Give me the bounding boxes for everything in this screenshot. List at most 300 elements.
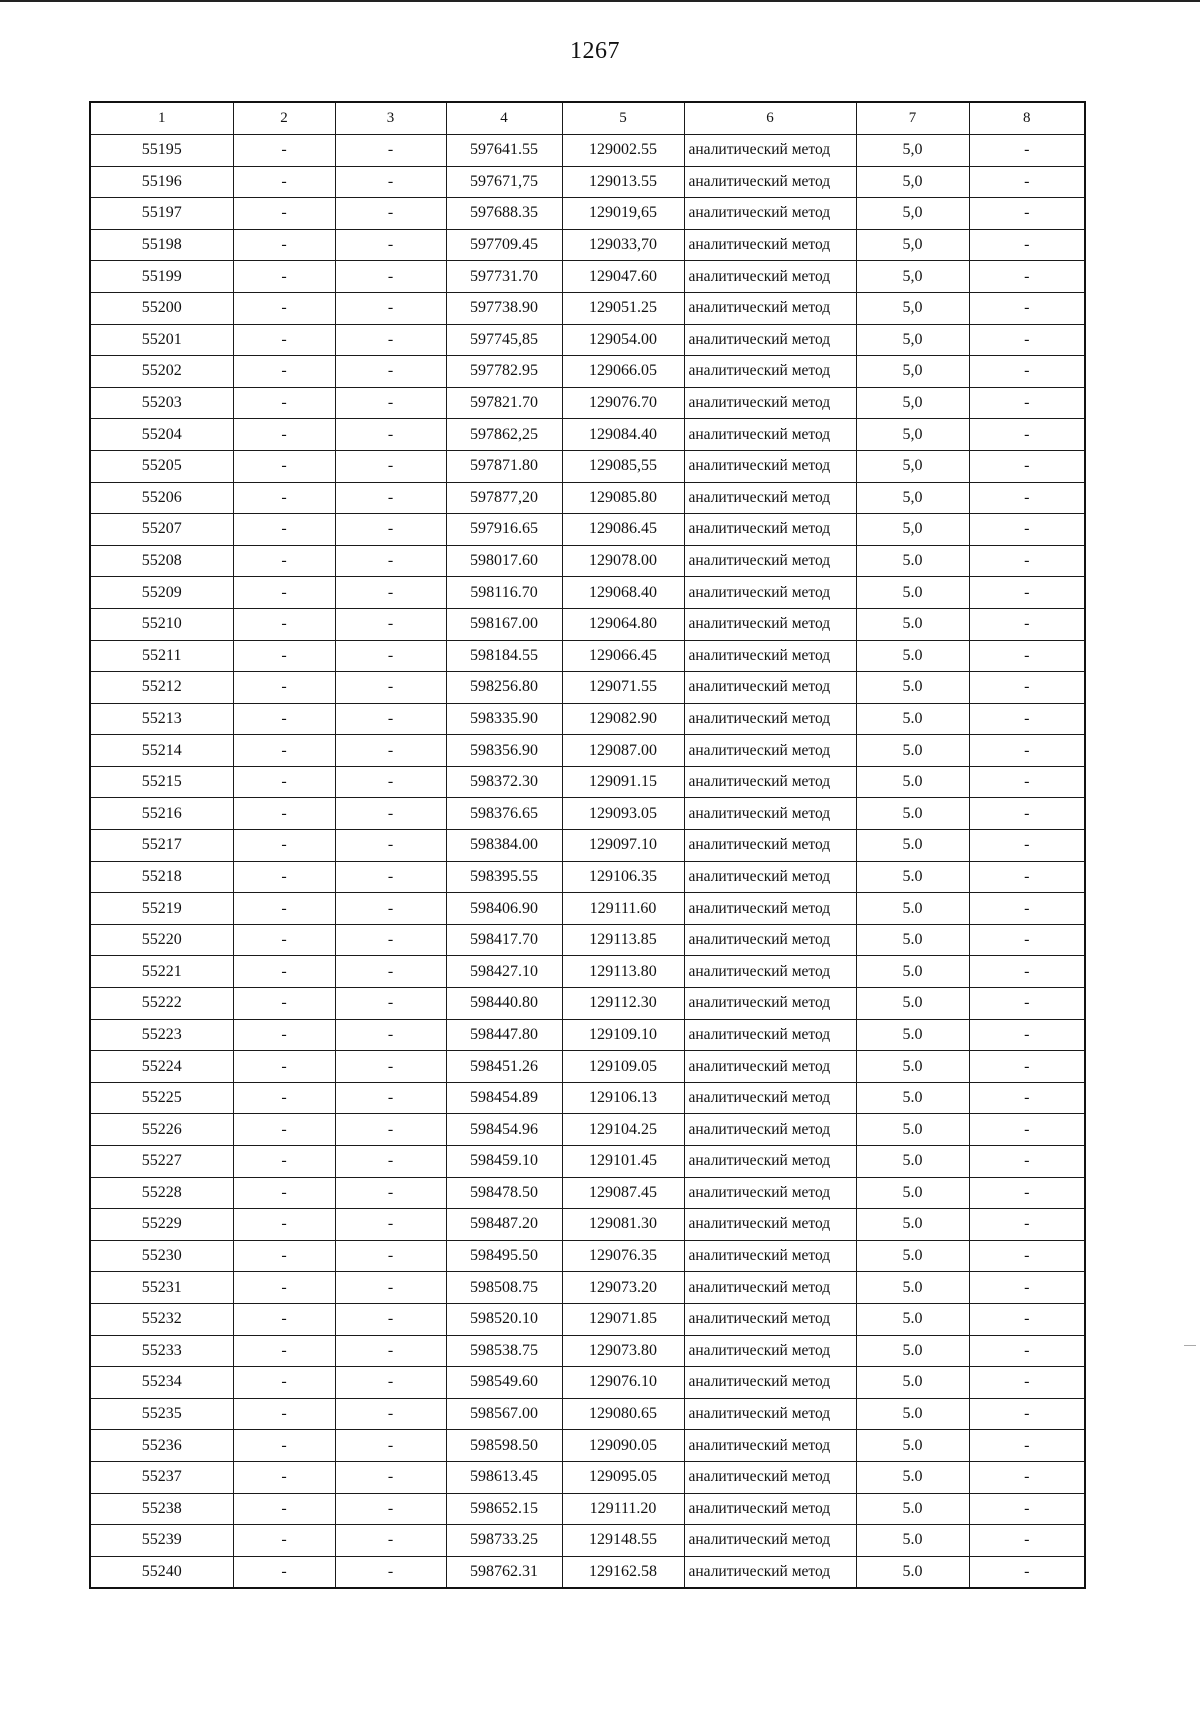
- col8-cell: -: [969, 766, 1085, 798]
- accuracy-cell: 5,0: [856, 324, 969, 356]
- x-coordinate-cell: 597738.90: [446, 292, 562, 324]
- col8-cell: -: [969, 292, 1085, 324]
- col3-cell: -: [335, 514, 446, 546]
- x-coordinate-cell: 597688.35: [446, 198, 562, 230]
- accuracy-cell: 5.0: [856, 735, 969, 767]
- col8-cell: -: [969, 608, 1085, 640]
- col3-cell: -: [335, 956, 446, 988]
- col3-cell: -: [335, 1240, 446, 1272]
- y-coordinate-cell: 129095.05: [562, 1461, 684, 1493]
- table-row: [90, 1461, 1085, 1493]
- col8-cell: -: [969, 135, 1085, 167]
- x-coordinate-cell: 597709.45: [446, 229, 562, 261]
- table-row: [90, 419, 1085, 451]
- col8-cell: -: [969, 1461, 1085, 1493]
- table-header-row: [90, 102, 1085, 135]
- col2-cell: -: [233, 924, 335, 956]
- x-coordinate-cell: 598406.90: [446, 893, 562, 925]
- method-cell: аналитический метод: [684, 1303, 856, 1335]
- col8-cell: -: [969, 640, 1085, 672]
- method-cell: аналитический метод: [684, 956, 856, 988]
- col3-cell: -: [335, 830, 446, 862]
- col8-cell: -: [969, 861, 1085, 893]
- col2-cell: -: [233, 261, 335, 293]
- col2-cell: -: [233, 1525, 335, 1557]
- page-number: 1267: [570, 38, 620, 64]
- col8-cell: -: [969, 1146, 1085, 1178]
- accuracy-cell: 5.0: [856, 1303, 969, 1335]
- col8-cell: -: [969, 1398, 1085, 1430]
- method-cell: аналитический метод: [684, 387, 856, 419]
- accuracy-cell: 5,0: [856, 135, 969, 167]
- table-row: [90, 608, 1085, 640]
- col8-cell: -: [969, 1240, 1085, 1272]
- col2-cell: -: [233, 1146, 335, 1178]
- point-number-cell: 55216: [90, 798, 233, 830]
- col3-cell: -: [335, 166, 446, 198]
- col2-cell: -: [233, 1209, 335, 1241]
- x-coordinate-cell: 597862,25: [446, 419, 562, 451]
- point-number-cell: 55206: [90, 482, 233, 514]
- table-row: [90, 798, 1085, 830]
- y-coordinate-cell: 129087.00: [562, 735, 684, 767]
- accuracy-cell: 5.0: [856, 988, 969, 1020]
- col3-cell: -: [335, 988, 446, 1020]
- y-coordinate-cell: 129087.45: [562, 1177, 684, 1209]
- accuracy-cell: 5.0: [856, 1177, 969, 1209]
- point-number-cell: 55227: [90, 1146, 233, 1178]
- accuracy-cell: 5.0: [856, 577, 969, 609]
- x-coordinate-cell: 598372.30: [446, 766, 562, 798]
- point-number-cell: 55221: [90, 956, 233, 988]
- point-number-cell: 55201: [90, 324, 233, 356]
- col3-cell: -: [335, 924, 446, 956]
- point-number-cell: 55202: [90, 356, 233, 388]
- accuracy-cell: 5.0: [856, 1525, 969, 1557]
- y-coordinate-cell: 129076.35: [562, 1240, 684, 1272]
- col3-cell: -: [335, 482, 446, 514]
- col8-cell: -: [969, 1303, 1085, 1335]
- accuracy-cell: 5.0: [856, 830, 969, 862]
- coordinates-table: [89, 101, 1086, 1589]
- y-coordinate-cell: 129078.00: [562, 545, 684, 577]
- method-cell: аналитический метод: [684, 1493, 856, 1525]
- y-coordinate-cell: 129068.40: [562, 577, 684, 609]
- y-coordinate-cell: 129106.13: [562, 1082, 684, 1114]
- accuracy-cell: 5.0: [856, 1209, 969, 1241]
- accuracy-cell: 5.0: [856, 1493, 969, 1525]
- x-coordinate-cell: 598335.90: [446, 703, 562, 735]
- x-coordinate-cell: 597745,85: [446, 324, 562, 356]
- col8-cell: -: [969, 577, 1085, 609]
- x-coordinate-cell: 598733.25: [446, 1525, 562, 1557]
- col2-cell: -: [233, 1335, 335, 1367]
- col2-cell: -: [233, 356, 335, 388]
- col3-cell: -: [335, 261, 446, 293]
- point-number-cell: 55208: [90, 545, 233, 577]
- col3-cell: -: [335, 1019, 446, 1051]
- col2-cell: -: [233, 703, 335, 735]
- method-cell: аналитический метод: [684, 640, 856, 672]
- table-row: [90, 166, 1085, 198]
- y-coordinate-cell: 129106.35: [562, 861, 684, 893]
- table-row: [90, 1367, 1085, 1399]
- col3-cell: -: [335, 1272, 446, 1304]
- y-coordinate-cell: 129109.05: [562, 1051, 684, 1083]
- x-coordinate-cell: 598356.90: [446, 735, 562, 767]
- point-number-cell: 55231: [90, 1272, 233, 1304]
- table-row: [90, 1430, 1085, 1462]
- col3-cell: -: [335, 450, 446, 482]
- accuracy-cell: 5.0: [856, 798, 969, 830]
- method-cell: аналитический метод: [684, 988, 856, 1020]
- accuracy-cell: 5,0: [856, 419, 969, 451]
- column-header: 8: [969, 102, 1085, 135]
- accuracy-cell: 5,0: [856, 292, 969, 324]
- table-row: [90, 1051, 1085, 1083]
- x-coordinate-cell: 597641.55: [446, 135, 562, 167]
- col3-cell: -: [335, 672, 446, 704]
- accuracy-cell: 5.0: [856, 1461, 969, 1493]
- col8-cell: -: [969, 387, 1085, 419]
- table-row: [90, 1146, 1085, 1178]
- y-coordinate-cell: 129066.45: [562, 640, 684, 672]
- accuracy-cell: 5.0: [856, 956, 969, 988]
- x-coordinate-cell: 598613.45: [446, 1461, 562, 1493]
- point-number-cell: 55235: [90, 1398, 233, 1430]
- table-row: [90, 229, 1085, 261]
- method-cell: аналитический метод: [684, 1398, 856, 1430]
- col2-cell: -: [233, 640, 335, 672]
- col2-cell: -: [233, 387, 335, 419]
- col8-cell: -: [969, 956, 1085, 988]
- col8-cell: -: [969, 672, 1085, 704]
- col2-cell: -: [233, 1303, 335, 1335]
- method-cell: аналитический метод: [684, 703, 856, 735]
- col3-cell: -: [335, 608, 446, 640]
- accuracy-cell: 5.0: [856, 1146, 969, 1178]
- col3-cell: -: [335, 1177, 446, 1209]
- col8-cell: -: [969, 450, 1085, 482]
- col3-cell: -: [335, 1493, 446, 1525]
- col8-cell: -: [969, 229, 1085, 261]
- table-row: [90, 1525, 1085, 1557]
- col2-cell: -: [233, 135, 335, 167]
- method-cell: аналитический метод: [684, 324, 856, 356]
- method-cell: аналитический метод: [684, 672, 856, 704]
- accuracy-cell: 5.0: [856, 608, 969, 640]
- col8-cell: -: [969, 1335, 1085, 1367]
- method-cell: аналитический метод: [684, 1146, 856, 1178]
- table-row: [90, 1177, 1085, 1209]
- x-coordinate-cell: 598384.00: [446, 830, 562, 862]
- method-cell: аналитический метод: [684, 1051, 856, 1083]
- table-row: [90, 135, 1085, 167]
- table-row: [90, 482, 1085, 514]
- col8-cell: -: [969, 798, 1085, 830]
- point-number-cell: 55224: [90, 1051, 233, 1083]
- table-row: [90, 324, 1085, 356]
- col8-cell: -: [969, 830, 1085, 862]
- col2-cell: -: [233, 893, 335, 925]
- col8-cell: -: [969, 1493, 1085, 1525]
- y-coordinate-cell: 129066.05: [562, 356, 684, 388]
- table-row: [90, 1335, 1085, 1367]
- y-coordinate-cell: 129073.20: [562, 1272, 684, 1304]
- y-coordinate-cell: 129085,55: [562, 450, 684, 482]
- table-body: [90, 135, 1085, 1589]
- accuracy-cell: 5.0: [856, 766, 969, 798]
- y-coordinate-cell: 129090.05: [562, 1430, 684, 1462]
- point-number-cell: 55203: [90, 387, 233, 419]
- method-cell: аналитический метод: [684, 1019, 856, 1051]
- point-number-cell: 55196: [90, 166, 233, 198]
- accuracy-cell: 5.0: [856, 1240, 969, 1272]
- table-row: [90, 387, 1085, 419]
- x-coordinate-cell: 598376.65: [446, 798, 562, 830]
- col8-cell: -: [969, 988, 1085, 1020]
- col8-cell: -: [969, 1209, 1085, 1241]
- point-number-cell: 55232: [90, 1303, 233, 1335]
- col2-cell: -: [233, 956, 335, 988]
- x-coordinate-cell: 598454.89: [446, 1082, 562, 1114]
- table-row: [90, 450, 1085, 482]
- col3-cell: -: [335, 1114, 446, 1146]
- y-coordinate-cell: 129071.85: [562, 1303, 684, 1335]
- accuracy-cell: 5,0: [856, 387, 969, 419]
- table-row: [90, 861, 1085, 893]
- col2-cell: -: [233, 577, 335, 609]
- column-header: 5: [562, 102, 684, 135]
- column-header: 2: [233, 102, 335, 135]
- col3-cell: -: [335, 229, 446, 261]
- y-coordinate-cell: 129076.10: [562, 1367, 684, 1399]
- col2-cell: -: [233, 324, 335, 356]
- col3-cell: -: [335, 387, 446, 419]
- table-row: [90, 988, 1085, 1020]
- col8-cell: -: [969, 893, 1085, 925]
- point-number-cell: 55222: [90, 988, 233, 1020]
- table-row: [90, 1272, 1085, 1304]
- method-cell: аналитический метод: [684, 482, 856, 514]
- method-cell: аналитический метод: [684, 893, 856, 925]
- x-coordinate-cell: 597671,75: [446, 166, 562, 198]
- col2-cell: -: [233, 450, 335, 482]
- y-coordinate-cell: 129113.85: [562, 924, 684, 956]
- x-coordinate-cell: 597916.65: [446, 514, 562, 546]
- point-number-cell: 55204: [90, 419, 233, 451]
- method-cell: аналитический метод: [684, 830, 856, 862]
- table-row: [90, 1082, 1085, 1114]
- y-coordinate-cell: 129054.00: [562, 324, 684, 356]
- table-row: [90, 1114, 1085, 1146]
- table-row: [90, 1556, 1085, 1588]
- table-row: [90, 198, 1085, 230]
- col3-cell: -: [335, 766, 446, 798]
- table-row: [90, 893, 1085, 925]
- x-coordinate-cell: 598487.20: [446, 1209, 562, 1241]
- point-number-cell: 55217: [90, 830, 233, 862]
- table-row: [90, 545, 1085, 577]
- y-coordinate-cell: 129002.55: [562, 135, 684, 167]
- y-coordinate-cell: 129086.45: [562, 514, 684, 546]
- col3-cell: -: [335, 1556, 446, 1588]
- x-coordinate-cell: 598395.55: [446, 861, 562, 893]
- accuracy-cell: 5,0: [856, 229, 969, 261]
- y-coordinate-cell: 129162.58: [562, 1556, 684, 1588]
- method-cell: аналитический метод: [684, 450, 856, 482]
- point-number-cell: 55225: [90, 1082, 233, 1114]
- point-number-cell: 55229: [90, 1209, 233, 1241]
- col8-cell: -: [969, 924, 1085, 956]
- col2-cell: -: [233, 1367, 335, 1399]
- y-coordinate-cell: 129091.15: [562, 766, 684, 798]
- y-coordinate-cell: 129081.30: [562, 1209, 684, 1241]
- point-number-cell: 55197: [90, 198, 233, 230]
- y-coordinate-cell: 129148.55: [562, 1525, 684, 1557]
- accuracy-cell: 5.0: [856, 703, 969, 735]
- x-coordinate-cell: 597877,20: [446, 482, 562, 514]
- point-number-cell: 55210: [90, 608, 233, 640]
- point-number-cell: 55195: [90, 135, 233, 167]
- y-coordinate-cell: 129064.80: [562, 608, 684, 640]
- method-cell: аналитический метод: [684, 608, 856, 640]
- method-cell: аналитический метод: [684, 356, 856, 388]
- table-row: [90, 292, 1085, 324]
- method-cell: аналитический метод: [684, 1335, 856, 1367]
- table-row: [90, 514, 1085, 546]
- method-cell: аналитический метод: [684, 735, 856, 767]
- x-coordinate-cell: 598549.60: [446, 1367, 562, 1399]
- method-cell: аналитический метод: [684, 798, 856, 830]
- col2-cell: -: [233, 1177, 335, 1209]
- col8-cell: -: [969, 1177, 1085, 1209]
- col2-cell: -: [233, 1493, 335, 1525]
- col2-cell: -: [233, 1430, 335, 1462]
- col2-cell: -: [233, 1556, 335, 1588]
- accuracy-cell: 5,0: [856, 482, 969, 514]
- table-row: [90, 1240, 1085, 1272]
- x-coordinate-cell: 598567.00: [446, 1398, 562, 1430]
- col2-cell: -: [233, 1019, 335, 1051]
- x-coordinate-cell: 597821.70: [446, 387, 562, 419]
- table-row: [90, 924, 1085, 956]
- y-coordinate-cell: 129019,65: [562, 198, 684, 230]
- col2-cell: -: [233, 419, 335, 451]
- y-coordinate-cell: 129051.25: [562, 292, 684, 324]
- column-header: 3: [335, 102, 446, 135]
- method-cell: аналитический метод: [684, 229, 856, 261]
- point-number-cell: 55219: [90, 893, 233, 925]
- col8-cell: -: [969, 1272, 1085, 1304]
- table-row: [90, 356, 1085, 388]
- point-number-cell: 55209: [90, 577, 233, 609]
- point-number-cell: 55218: [90, 861, 233, 893]
- method-cell: аналитический метод: [684, 1367, 856, 1399]
- col3-cell: -: [335, 419, 446, 451]
- method-cell: аналитический метод: [684, 1461, 856, 1493]
- accuracy-cell: 5.0: [856, 1082, 969, 1114]
- accuracy-cell: 5,0: [856, 198, 969, 230]
- point-number-cell: 55198: [90, 229, 233, 261]
- col8-cell: -: [969, 1082, 1085, 1114]
- x-coordinate-cell: 598417.70: [446, 924, 562, 956]
- table-row: [90, 735, 1085, 767]
- col2-cell: -: [233, 1240, 335, 1272]
- accuracy-cell: 5.0: [856, 861, 969, 893]
- point-number-cell: 55215: [90, 766, 233, 798]
- y-coordinate-cell: 129033,70: [562, 229, 684, 261]
- col8-cell: -: [969, 198, 1085, 230]
- x-coordinate-cell: 598447.80: [446, 1019, 562, 1051]
- accuracy-cell: 5.0: [856, 640, 969, 672]
- x-coordinate-cell: 598440.80: [446, 988, 562, 1020]
- x-coordinate-cell: 598017.60: [446, 545, 562, 577]
- col2-cell: -: [233, 1272, 335, 1304]
- col8-cell: -: [969, 419, 1085, 451]
- col8-cell: -: [969, 166, 1085, 198]
- table-row: [90, 577, 1085, 609]
- method-cell: аналитический метод: [684, 1430, 856, 1462]
- col3-cell: -: [335, 1082, 446, 1114]
- x-coordinate-cell: 598184.55: [446, 640, 562, 672]
- col8-cell: -: [969, 735, 1085, 767]
- y-coordinate-cell: 129076.70: [562, 387, 684, 419]
- col3-cell: -: [335, 1525, 446, 1557]
- y-coordinate-cell: 129093.05: [562, 798, 684, 830]
- col3-cell: -: [335, 356, 446, 388]
- col2-cell: -: [233, 766, 335, 798]
- accuracy-cell: 5,0: [856, 514, 969, 546]
- x-coordinate-cell: 598598.50: [446, 1430, 562, 1462]
- table-row: [90, 1398, 1085, 1430]
- point-number-cell: 55240: [90, 1556, 233, 1588]
- accuracy-cell: 5.0: [856, 1367, 969, 1399]
- col2-cell: -: [233, 861, 335, 893]
- y-coordinate-cell: 129113.80: [562, 956, 684, 988]
- method-cell: аналитический метод: [684, 292, 856, 324]
- method-cell: аналитический метод: [684, 1556, 856, 1588]
- y-coordinate-cell: 129104.25: [562, 1114, 684, 1146]
- col8-cell: -: [969, 1556, 1085, 1588]
- y-coordinate-cell: 129013.55: [562, 166, 684, 198]
- method-cell: аналитический метод: [684, 1209, 856, 1241]
- x-coordinate-cell: 598427.10: [446, 956, 562, 988]
- col3-cell: -: [335, 1335, 446, 1367]
- col8-cell: -: [969, 1019, 1085, 1051]
- col3-cell: -: [335, 1461, 446, 1493]
- table-row: [90, 261, 1085, 293]
- x-coordinate-cell: 597871.80: [446, 450, 562, 482]
- table-row: [90, 766, 1085, 798]
- table-row: [90, 1493, 1085, 1525]
- x-coordinate-cell: 597731.70: [446, 261, 562, 293]
- accuracy-cell: 5.0: [856, 672, 969, 704]
- y-coordinate-cell: 129047.60: [562, 261, 684, 293]
- col8-cell: -: [969, 1430, 1085, 1462]
- col2-cell: -: [233, 1051, 335, 1083]
- col3-cell: -: [335, 135, 446, 167]
- point-number-cell: 55236: [90, 1430, 233, 1462]
- point-number-cell: 55223: [90, 1019, 233, 1051]
- accuracy-cell: 5.0: [856, 1019, 969, 1051]
- accuracy-cell: 5.0: [856, 1335, 969, 1367]
- method-cell: аналитический метод: [684, 1177, 856, 1209]
- method-cell: аналитический метод: [684, 1082, 856, 1114]
- table-row: [90, 830, 1085, 862]
- accuracy-cell: 5.0: [856, 1272, 969, 1304]
- method-cell: аналитический метод: [684, 514, 856, 546]
